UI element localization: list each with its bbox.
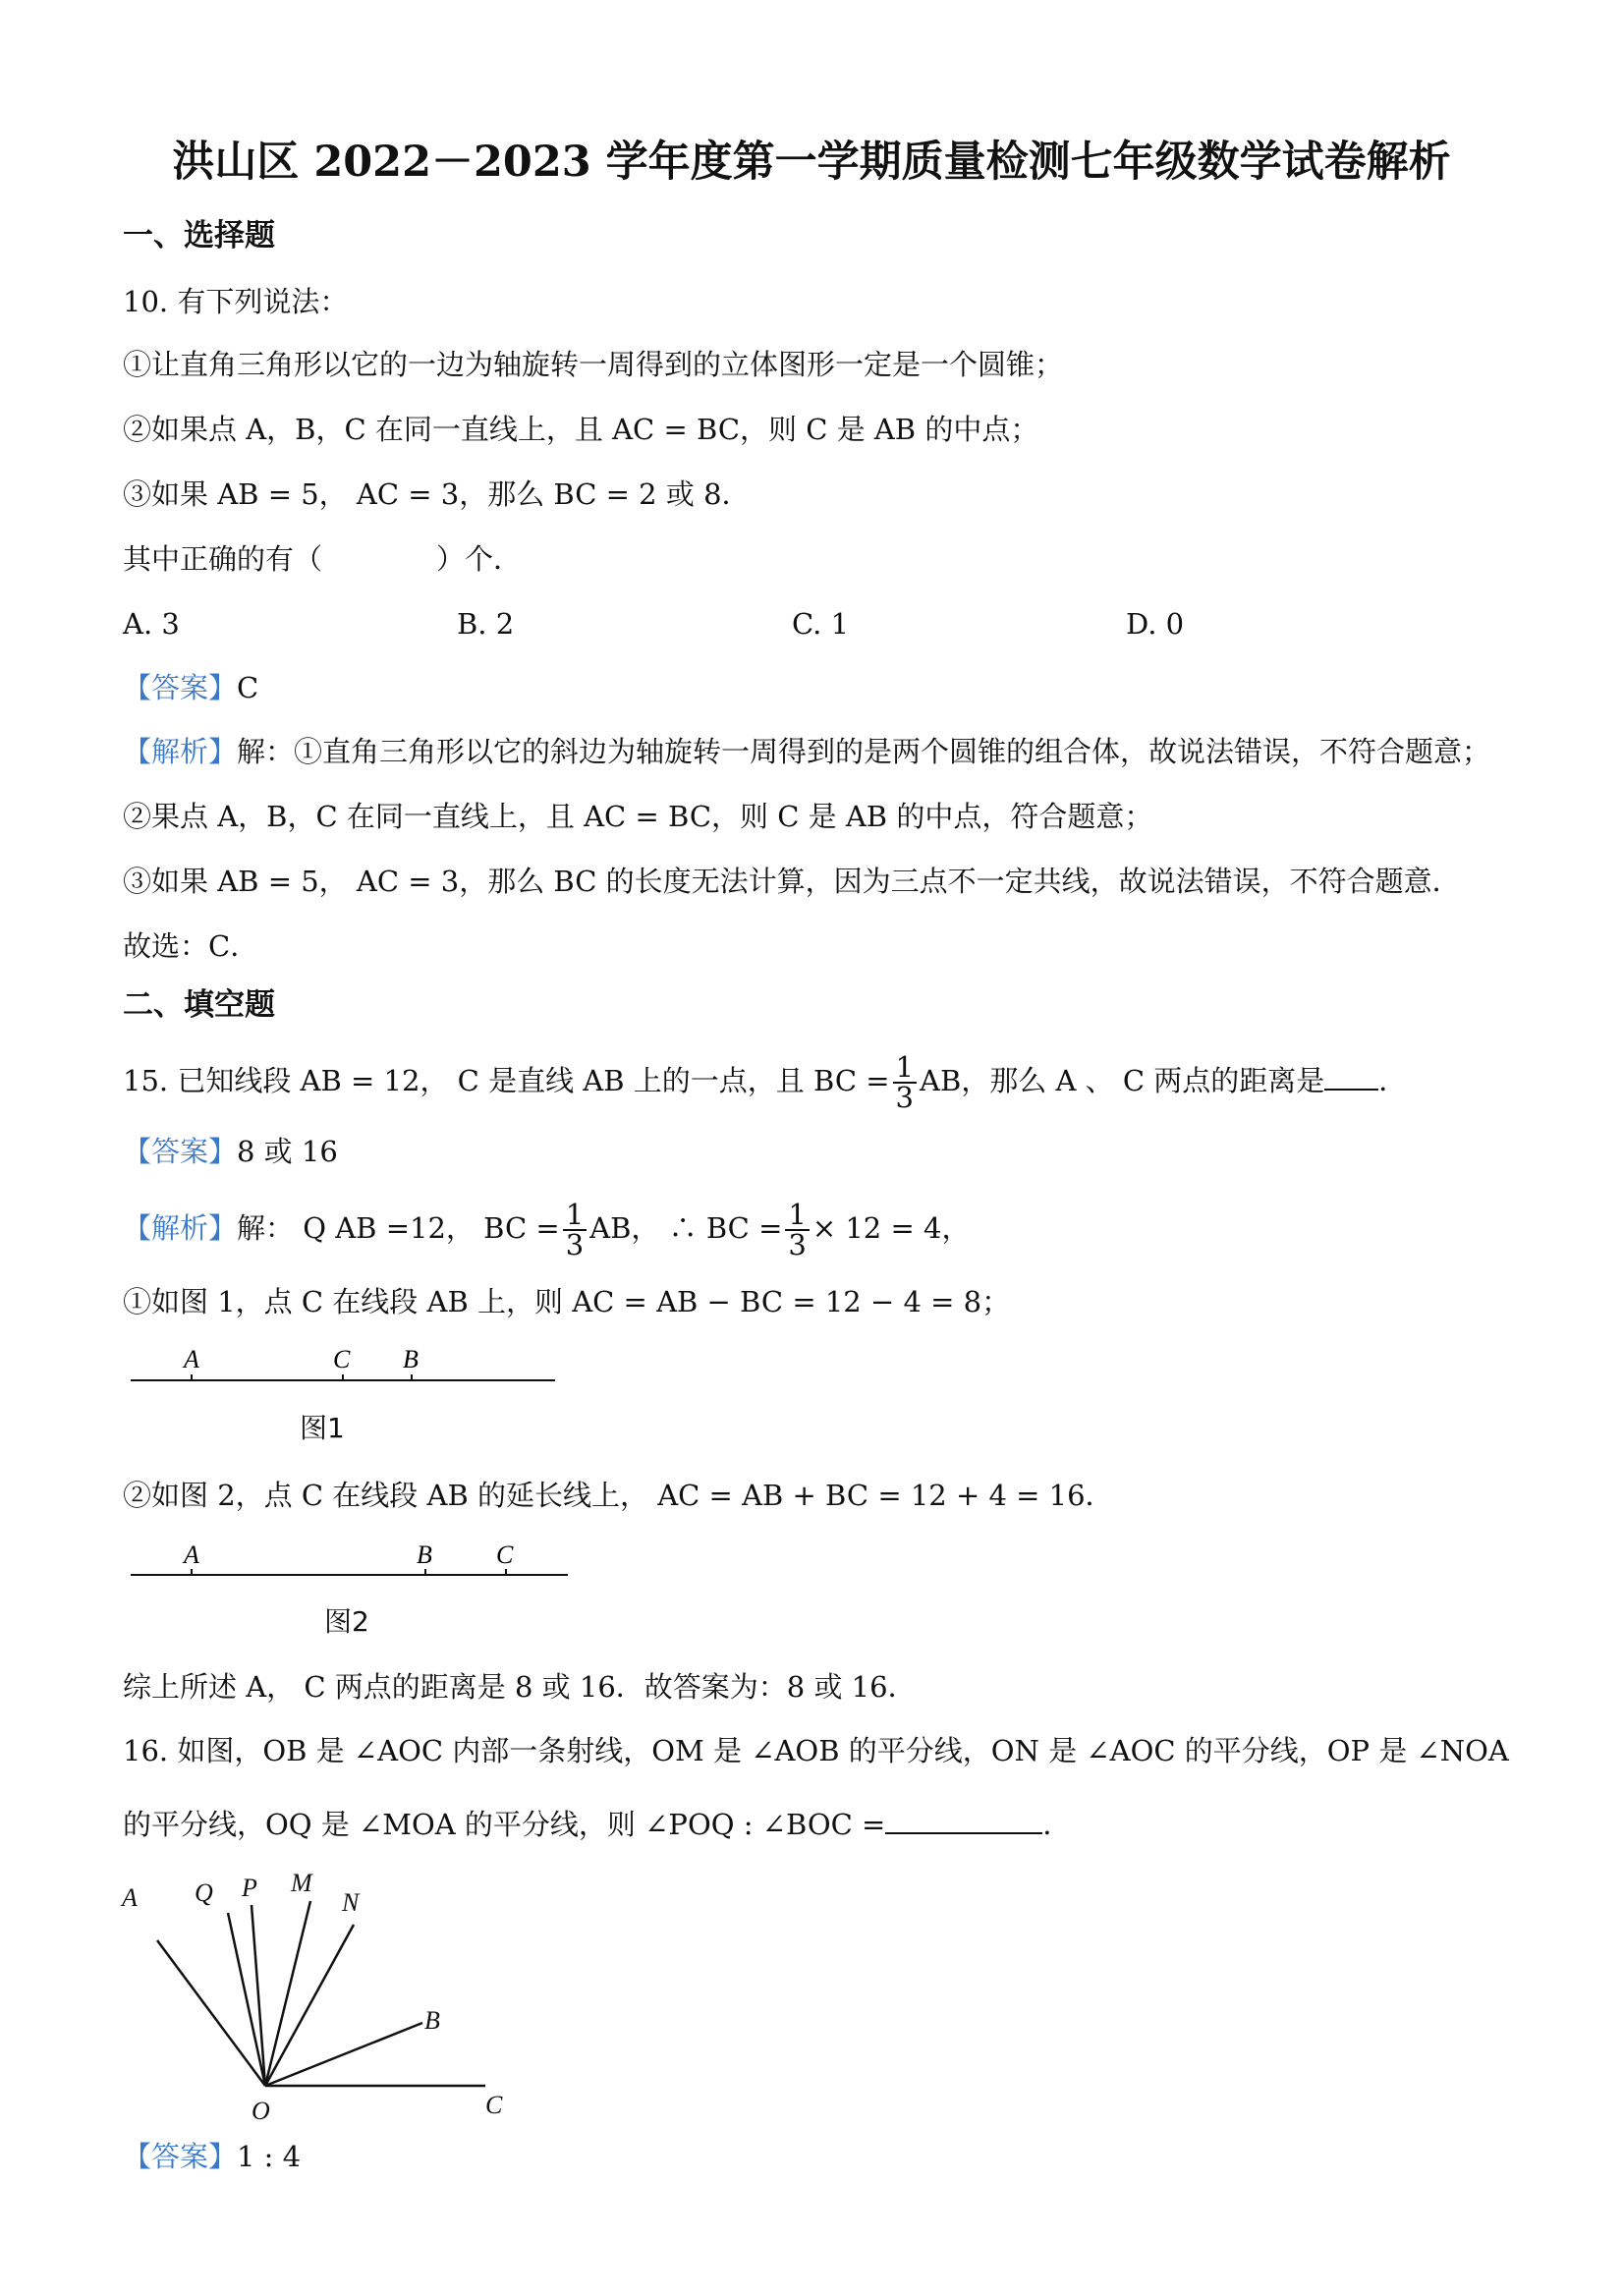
q15-answer-line (123, 1135, 338, 1169)
q15-analysis-text-c: × 12 = 4， (812, 1211, 971, 1245)
q10-question: 其中正确的有（ ）个． (123, 542, 523, 576)
figure-angles (118, 1862, 531, 2137)
answer-tag: 【答案】 (123, 1135, 238, 1168)
fig2-label-c: C (496, 1540, 514, 1569)
q15-conclusion: 综上所述 A， C 两点的距离是 8 或 16．故答案为：8 或 16． (123, 1670, 917, 1704)
fraction-one-third (563, 1198, 587, 1261)
q16-stem-line1: 16. 如图，OB 是 ∠AOC 内部一条射线，OM 是 ∠AOB 的平分线，ON 是 ∠AOC 的平分线，OP 是 ∠NOA (123, 1734, 1509, 1767)
q10-option-a: A. 3 (123, 607, 180, 641)
q15-answer: 8 或 16 (237, 1135, 338, 1168)
figure-1-caption: 图1 (300, 1412, 345, 1444)
label-b: B (424, 2006, 440, 2035)
ray-on (265, 1925, 354, 2086)
figure-2-caption: 图2 (324, 1605, 369, 1638)
q10-stem: 10. 有下列说法： (123, 285, 349, 318)
frac-num: 1 (785, 1201, 809, 1231)
fig2-label-a: A (184, 1540, 199, 1569)
label-n: N (342, 1888, 360, 1917)
fraction-one-third (893, 1050, 917, 1114)
q15-case-1: ①如图 1，点 C 在线段 AB 上，则 AC = AB − BC = 12 − 4 = 8； (123, 1285, 1011, 1318)
fig1-label-c: C (333, 1345, 351, 1373)
label-c: C (485, 2091, 503, 2119)
analysis-tag: 【解析】 (123, 1211, 238, 1245)
frac-den: 3 (895, 1081, 914, 1114)
q10-option-d: D. 0 (1126, 607, 1185, 641)
q15-stem-part1: 15. 已知线段 AB = 12， C 是直线 AB 上的一点，且 BC = (123, 1064, 890, 1097)
q15-analysis-text-a: 解： Q AB =12， BC = (237, 1211, 560, 1245)
page-title: 洪山区 2022－2023 学年度第一学期质量检测七年级数学试卷解析 (172, 138, 1451, 187)
section-heading-choice: 一、选择题 (123, 218, 275, 253)
fig1-label-a: A (184, 1345, 199, 1373)
q10-option-c: C. 1 (792, 607, 850, 641)
frac-num: 1 (893, 1053, 917, 1084)
label-q: Q (195, 1878, 213, 1907)
q10-analysis-1 (123, 735, 1490, 769)
answer-tag: 【答案】 (123, 671, 238, 704)
q10-statement-3: ③如果 AB = 5， AC = 3，那么 BC = 2 或 8． (123, 477, 751, 511)
q15-analysis-text-b: AB， ∴ BC = (589, 1211, 783, 1245)
fig1-label-b: B (403, 1345, 419, 1373)
fig2-label-b: B (417, 1540, 432, 1569)
q16-stem-line2 (123, 1808, 1071, 1842)
section-heading-fill: 二、填空题 (123, 987, 275, 1023)
q15-stem-end: ． (1378, 1064, 1408, 1097)
ray-ob (265, 2023, 422, 2086)
q15-analysis-1 (123, 1198, 971, 1261)
answer-tag: 【答案】 (123, 2140, 238, 2173)
q10-analysis-4: 故选：C． (123, 929, 259, 963)
analysis-tag: 【解析】 (123, 735, 238, 768)
q10-option-b: B. 2 (457, 607, 515, 641)
q16-stem-text: 的平分线，OQ 是 ∠MOA 的平分线，则 ∠POQ : ∠BOC = (123, 1808, 886, 1841)
q15-stem-part2: AB，那么 A 、 C 两点的距离是 (920, 1064, 1325, 1097)
q10-analysis-3: ③如果 AB = 5， AC = 3，那么 BC 的长度无法计算，因为三点不一定共线，故说法错误，不符合题意． (123, 865, 1461, 898)
q16-answer-line (123, 2140, 301, 2174)
q16-answer: 1 : 4 (237, 2140, 302, 2173)
answer-blank (1324, 1065, 1378, 1091)
ray-om (265, 1901, 310, 2086)
label-o: O (252, 2097, 270, 2125)
frac-den: 3 (788, 1228, 807, 1261)
frac-num: 1 (563, 1201, 587, 1231)
q10-statement-1: ①让直角三角形以它的一边为轴旋转一周得到的立体图形一定是一个圆锥； (123, 348, 1064, 381)
q10-analysis-2: ②果点 A，B，C 在同一直线上，且 AC = BC，则 C 是 AB 的中点，符合题意； (123, 800, 1153, 833)
answer-blank (885, 1809, 1042, 1834)
q16-stem-end: ． (1042, 1808, 1072, 1841)
q15-stem (123, 1050, 1408, 1114)
label-m: M (291, 1869, 312, 1897)
frac-den: 3 (565, 1228, 585, 1261)
fraction-one-third (785, 1198, 809, 1261)
label-a: A (122, 1883, 138, 1912)
q10-answer-line (123, 671, 258, 705)
q15-case-2: ②如图 2，点 C 在线段 AB 的延长线上， AC = AB + BC = 12 + 4 = 16． (123, 1479, 1114, 1512)
q10-statement-2: ②如果点 A，B，C 在同一直线上，且 AC = BC，则 C 是 AB 的中点； (123, 413, 1039, 446)
q10-answer: C (237, 671, 259, 704)
label-p: P (242, 1874, 257, 1902)
q10-analysis-text: 解：①直角三角形以它的斜边为轴旋转一周得到的是两个圆锥的组合体，故说法错误，不符合题意； (237, 735, 1491, 768)
